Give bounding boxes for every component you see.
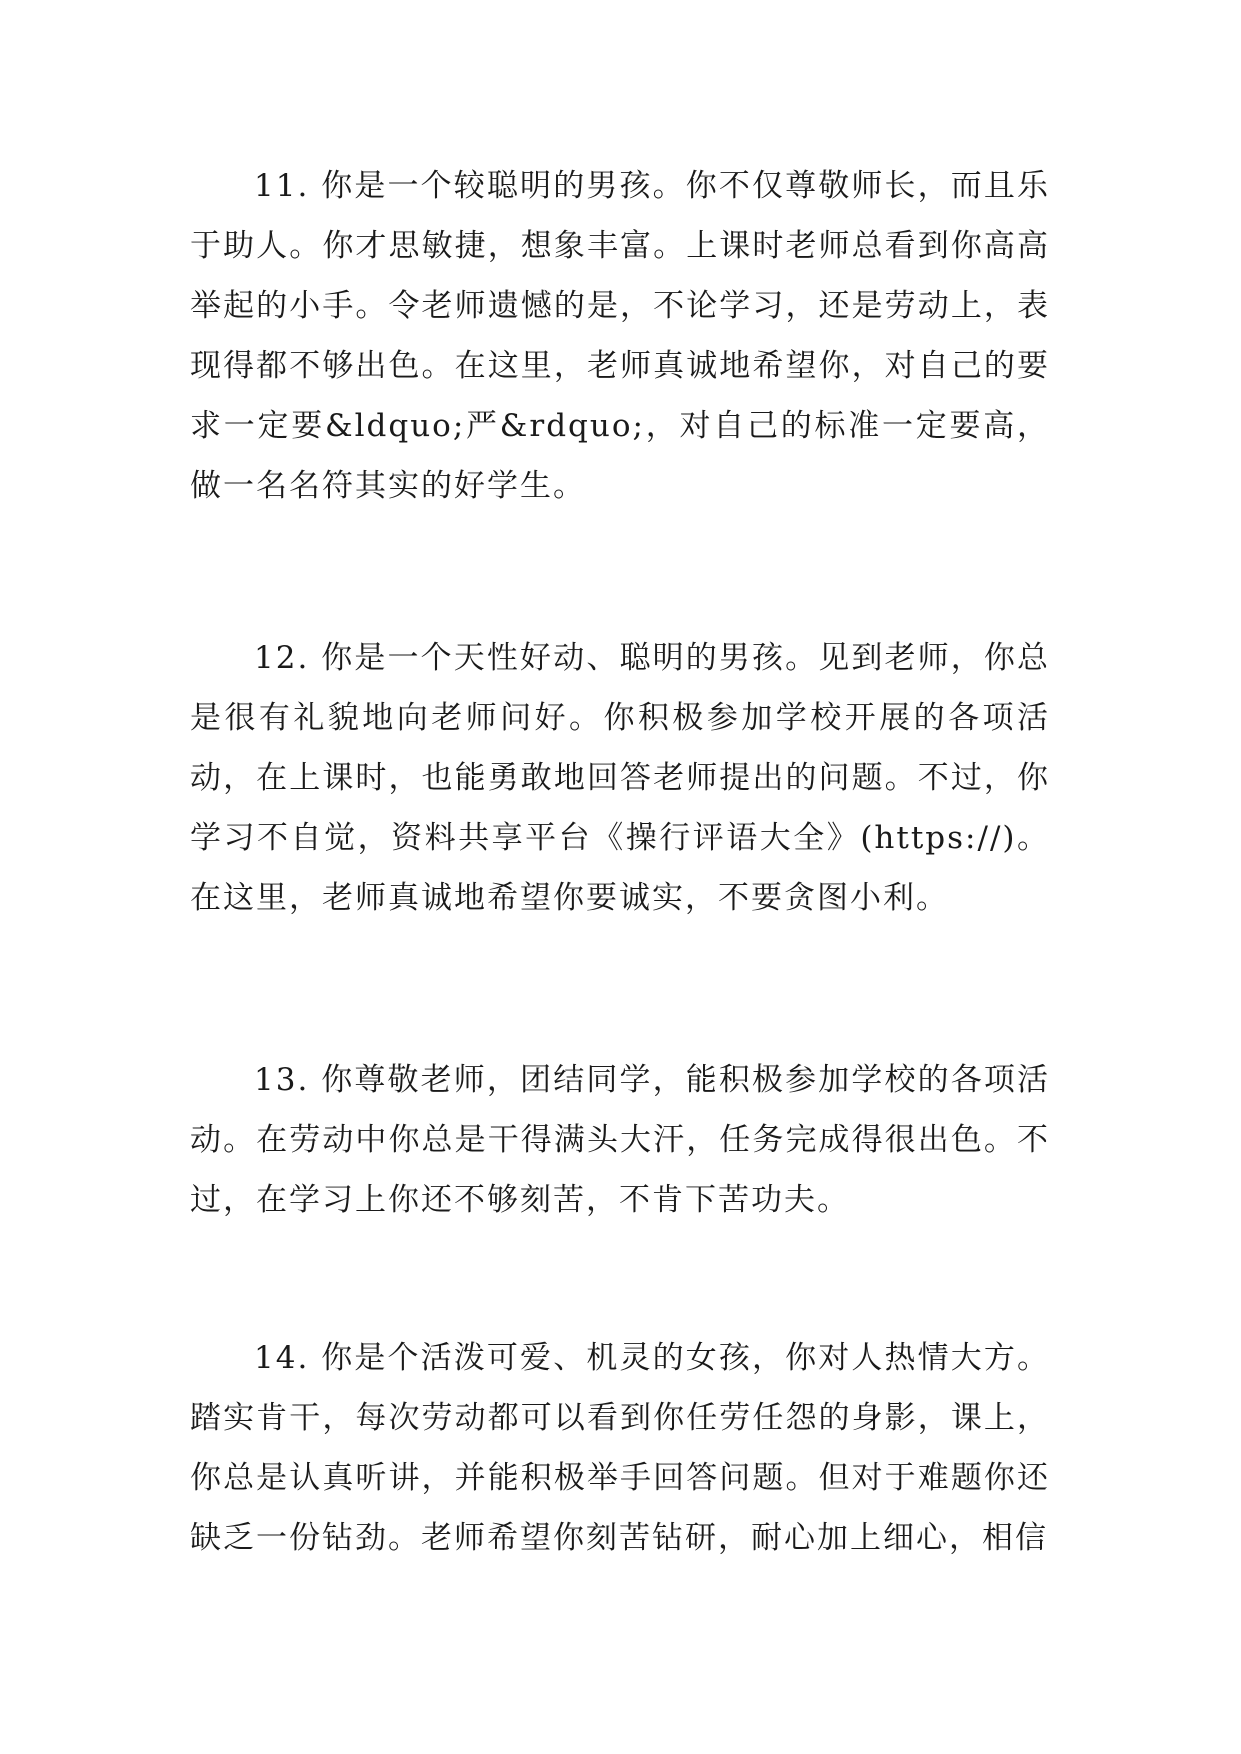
comment-paragraph-11: 11. 你是一个较聪明的男孩。你不仅尊敬师长，而且乐于助人。你才思敏捷，想象丰富。上课时老师总看到你高高举起的小手。令老师遗憾的是，不论学习，还是劳动上，表现得都不够出色。在这里，老师真诚地希望你，对自己的要求一定要&ldquo;严&rdquo;，对自己的标准一定要高，做一名名符其实的好学生。 (190, 168, 1050, 504)
comment-paragraph-14: 14. 你是个活泼可爱、机灵的女孩，你对人热情大方。踏实肯干，每次劳动都可以看到你任劳任怨的身影，课上，你总是认真听讲，并能积极举手回答问题。但对于难题你还缺乏一份钻劲。老师希望你刻苦钻研，耐心加上细心，相信 (190, 1340, 1050, 1556)
comment-paragraph-13: 13. 你尊敬老师，团结同学，能积极参加学校的各项活动。在劳动中你总是干得满头大汗，任务完成得很出色。不过，在学习上你还不够刻苦，不肯下苦功夫。 (190, 1062, 1050, 1218)
comment-paragraph-12: 12. 你是一个天性好动、聪明的男孩。见到老师，你总是很有礼貌地向老师问好。你积极参加学校开展的各项活动，在上课时，也能勇敢地回答老师提出的问题。不过，你学习不自觉，资料共享平台《操行评语大全》(https://)。在这里，老师真诚地希望你要诚实，不要贪图小利。 (190, 640, 1050, 916)
